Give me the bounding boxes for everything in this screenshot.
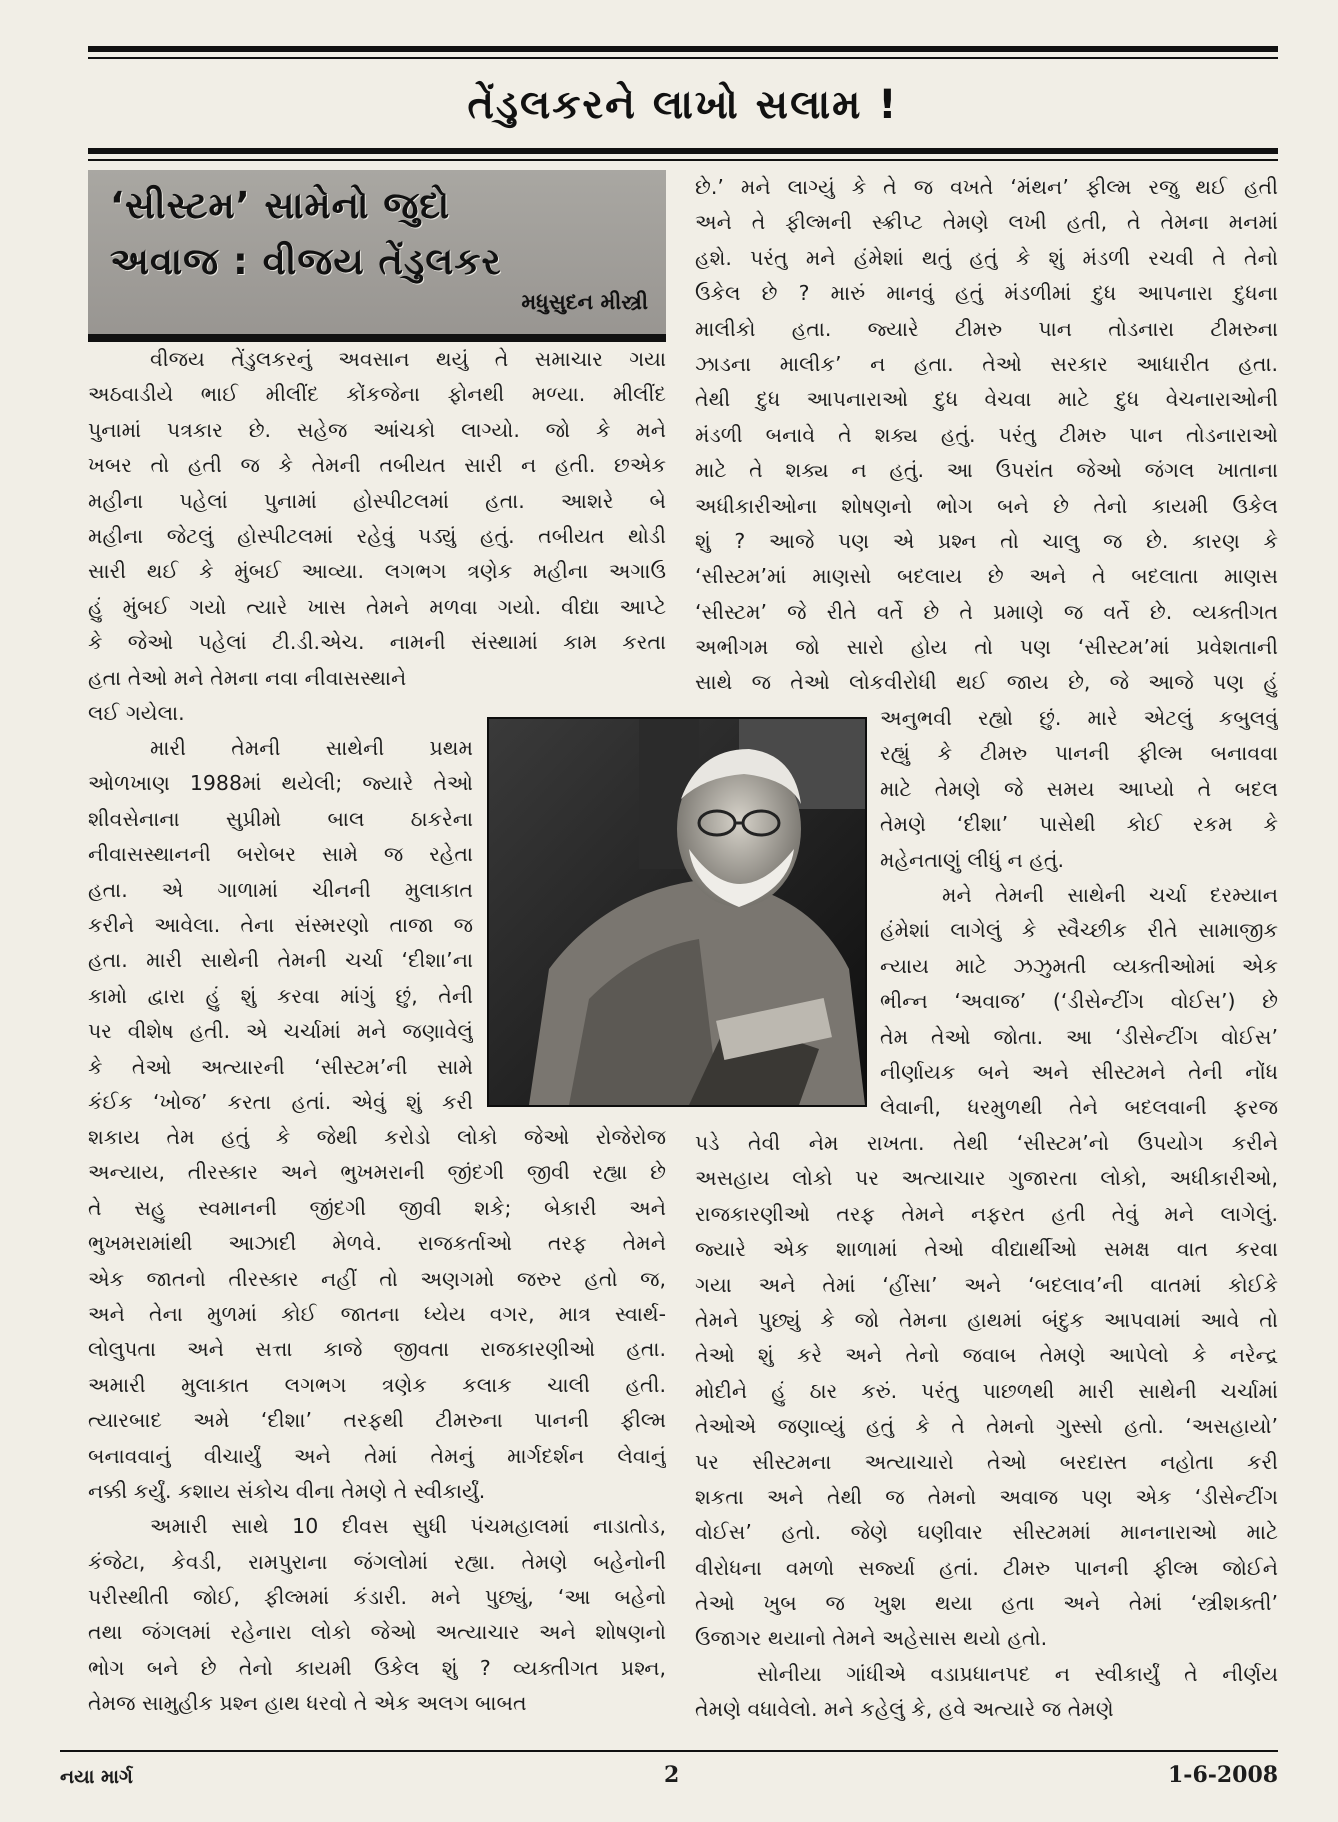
text-line: વીજય તેંડુલકરનું અવસાન થયું તે સમાચાર ગયા — [150, 347, 666, 371]
text-line: ભીન્ન ‘અવાજ’ (‘ડીસેન્ટીંગ વોઈસ’) છે — [880, 989, 1278, 1014]
vijay-tendulkar-photo — [487, 717, 867, 1107]
article-author: મધુસુદન મીસ્ત્રી — [521, 290, 648, 314]
issue-date: 1-6-2008 — [1168, 1762, 1279, 1788]
text-line: નક્કી કર્યું. કશાય સંકોચ વીના તેમણે તે સ્વીકાર્યું. — [88, 1478, 486, 1503]
text-line: ઉજાગર થયાનો તેમને અહેસાસ થયો હતો. — [695, 1626, 1048, 1651]
text-line: પર વીશેષ હતી. એ ચર્ચામાં મને જણાવેલું — [88, 1019, 473, 1044]
text-line: અભીગમ જો સારો હોય તો પણ ‘સીસ્ટમ’માં પ્રવેશતાની — [695, 635, 1278, 660]
text-line: તેમજ સામુહીક પ્રશ્ન હાથ ધરવો તે એક અલગ બાબત — [88, 1691, 527, 1716]
text-line: માટે તે શક્ય ન હતું. આ ઉપરાંત જેઓ જંગલ ખાતાના — [695, 458, 1278, 483]
text-line: મોદીને હું ઠાર કરું. પરંતુ પાછળથી મારી સાથેની ચર્ચામાં — [695, 1378, 1278, 1403]
text-line: ત્યારબાદ અમે ‘દીશા’ તરફથી ટીમરુના પાનની ફીલ્મ — [88, 1408, 666, 1433]
text-line: ભુખમરામાંથી આઝાદી મેળવે. રાજકર્તાઓ તરફ તેમને — [88, 1231, 666, 1256]
right-column-top — [695, 170, 1278, 701]
text-line: હશે. પરંતુ મને હંમેશાં થતું હતું કે શું મંડળી રચવી તે તેનો — [695, 245, 1278, 270]
text-line: તેમણે ‘દીશા’ પાસેથી કોઈ રકમ કે — [880, 812, 1278, 837]
text-line: વીરોધના વમળો સર્જ્યા હતાં. ટીમરુ પાનની ફીલ્મ જોઈને — [695, 1555, 1278, 1580]
text-line: કે જેઓ પહેલાં ટી.ડી.એચ. નામની સંસ્થામાં કામ કરતા — [88, 630, 666, 655]
text-line: લેવાની, ધરમુળથી તેને બદલવાની ફરજ — [880, 1095, 1278, 1120]
left-column-top — [88, 342, 666, 731]
text-line: વોઈસ’ હતો. જેણે ઘણીવાર સીસ્ટમમાં માનનારાઓ માટે — [695, 1520, 1278, 1545]
text-line: હંમેશાં લાગેલું કે સ્વૈચ્છીક રીતે સામાજીક — [880, 918, 1278, 943]
top-rule-thick — [88, 46, 1278, 52]
text-line: ઝાડના માલીક’ ન હતા. તેઓ સરકાર આધારીત હતા. — [695, 351, 1278, 376]
text-line: નીર્ણાયક બને અને સીસ્ટમને તેની નોંધ — [880, 1059, 1278, 1084]
text-line: મારી તેમની સાથેની પ્રથમ — [150, 736, 473, 760]
text-line: કરીને આવેલા. તેના સંસ્મરણો તાજા જ — [88, 912, 473, 937]
headline-rule-thick — [88, 148, 1278, 154]
title-underline-bar — [88, 334, 666, 342]
article-title-box — [88, 170, 666, 340]
text-line: કંજેટા, કેવડી, રામપુરાના જંગલોમાં રહ્યા. તેમણે બહેનોની — [88, 1549, 666, 1574]
text-line: અધીકારીઓના શોષણનો ભોગ બને છે તેનો કાયમી ઉકેલ — [695, 493, 1278, 518]
text-line: કે તેઓ અત્યારની ‘સીસ્ટમ’ની સામે — [88, 1054, 473, 1079]
right-column-narrow — [880, 701, 1278, 1126]
text-line: તેમ તેઓ જોતા. આ ‘ડીસેન્ટીંગ વોઈસ’ — [880, 1024, 1278, 1049]
text-line: એક જાતનો તીરસ્કાર નહીં તો અણગમો જરુર હતો જ, — [88, 1266, 666, 1291]
text-line: નીવાસસ્થાનની બરોબર સામે જ રહેતા — [88, 842, 473, 867]
text-line: અનુભવી રહ્યો છું. મારે એટલું કબુલવું — [880, 706, 1278, 730]
text-line: તેઓ શું કરે અને તેનો જવાબ તેમણે આપેલો કે નરેન્દ્ર — [695, 1343, 1278, 1368]
text-line: અન્યાય, તીરસ્કાર અને ભુખમરાની જીંદગી જીવી રહ્યા છે — [88, 1160, 666, 1185]
text-line: શું ? આજે પણ એ પ્રશ્ન તો ચાલુ જ છે. કારણ કે — [695, 528, 1278, 553]
text-line: શકતા અને તેથી જ તેમનો અવાજ પણ એક ‘ડીસેન્ટીંગ — [695, 1484, 1278, 1509]
text-line: મહેનતાણું લીધું ન હતું. — [880, 847, 1064, 872]
text-line: કામો દ્વારા હું શું કરવા માંગું છું, તેની — [88, 983, 473, 1008]
right-column-bottom — [695, 1126, 1278, 1728]
text-line: માલીકો હતા. જ્યારે ટીમરુ પાન તોડનારા ટીમરુના — [695, 316, 1278, 341]
text-line: અમારી મુલાકાત લગભગ ત્રણેક કલાક ચાલી હતી. — [88, 1372, 666, 1397]
text-line: સોનીયા ગાંધીએ વડાપ્રધાનપદ ન સ્વીકાર્યું તે નીર્ણય — [757, 1661, 1278, 1686]
text-line: તેઓએ જણાવ્યું હતું કે તે તેમનો ગુસ્સો હતો. ‘અસહાયો’ — [695, 1414, 1278, 1439]
text-line: પર સીસ્ટમના અત્યાચારો તેઓ બરદાસ્ત નહોતા કરી — [695, 1449, 1278, 1474]
top-rule-thin — [88, 57, 1278, 59]
text-line: અઠવાડીયે ભાઈ મીલીંદ કોંકજેના ફોનથી મળ્યા. મીલીંદ — [88, 382, 666, 407]
page-number: 2 — [664, 1762, 680, 1788]
text-line: જ્યારે એક શાળામાં તેઓ વીદ્યાર્થીઓ સમક્ષ વાત કરવા — [695, 1237, 1278, 1262]
text-line: તથા જંગલમાં રહેનારા લોકો જેઓ અત્યાચાર અને શોષણનો — [88, 1620, 666, 1645]
text-line: અને તેના મુળમાં કોઈ જાતના ધ્યેય વગર, માત્ર સ્વાર્થ- — [88, 1301, 666, 1326]
text-line: હતા તેઓ મને તેમના નવા નીવાસસ્થાને — [88, 665, 407, 690]
headline-rule-thin — [88, 159, 1278, 161]
footer-rule — [60, 1750, 1278, 1752]
text-line: કંઈક ‘ખોજ’ કરતા હતાં. એવું શું કરી — [88, 1089, 473, 1114]
text-line: ઓળખાણ 1988માં થયેલી; જ્યારે તેઓ — [88, 771, 473, 796]
text-line: મને તેમની સાથેની ચર્ચા દરમ્યાન — [942, 882, 1278, 907]
text-line: મંડળી બનાવે તે શક્ય હતું. પરંતુ ટીમરુ પાન તોડનારાઓ — [695, 422, 1278, 447]
page-headline: તેંડુલકરને લાખો સલામ ! — [467, 82, 899, 128]
text-line: તેમણે વધાવેલો. મને કહેલું કે, હવે અત્યારે જ તેમણે — [695, 1697, 1114, 1722]
text-line: ઉકેલ છે ? મારું માનવું હતું મંડળીમાં દુધ આપનારા દુધના — [695, 281, 1278, 306]
text-line: ‘સીસ્ટમ’ જે રીતે વર્તે છે તે પ્રમાણે જ વર્તે છે. વ્યક્તીગત — [695, 599, 1278, 624]
text-line: બનાવવાનું વીચાર્યું અને તેમાં તેમનું માર્ગદર્શન લેવાનું — [88, 1443, 666, 1468]
text-line: પુનામાં પત્રકાર છે. સહેજ આંચકો લાગ્યો. જો કે મને — [88, 417, 666, 442]
publication-name: નયા માર્ગ — [60, 1766, 133, 1788]
text-line: છે.’ મને લાગ્યું કે તે જ વખતે ‘મંથન’ ફીલ્મ રજુ થઈ હતી — [695, 175, 1278, 199]
portrait-image — [489, 719, 865, 1105]
text-line: તેઓ ખુબ જ ખુશ થયા હતા અને તેમાં ‘સ્ત્રીશક્તી’ — [695, 1591, 1278, 1616]
article-title-line-2: અવાજ : વીજય તેંડુલકર — [110, 240, 502, 283]
text-line: સારી થઈ કે મુંબઈ આવ્યા. લગભગ ત્રણેક મહીના અગાઉ — [88, 559, 666, 584]
text-line: ભોગ બને છે તેનો કાયમી ઉકેલ શું ? વ્યક્તીગત પ્રશ્ન, — [88, 1655, 666, 1680]
text-line: શીવસેનાના સુપ્રીમો બાલ ઠાકરેના — [88, 806, 473, 831]
text-line: પરીસ્થીતી જોઈ, ફીલ્મમાં કંડારી. મને પુછ્યું, ‘આ બહેનો — [88, 1585, 666, 1610]
text-line: મહીના પહેલાં પુનામાં હોસ્પીટલમાં હતા. આશરે બે — [88, 488, 666, 513]
text-line: લોલુપતા અને સત્તા કાજે જીવતા રાજકારણીઓ હતા. — [88, 1337, 666, 1362]
text-line: રાજકારણીઓ તરફ તેમને નફરત હતી તેવું મને લાગેલું. — [695, 1201, 1278, 1226]
text-line: તેમને પુછ્યું કે જો તેમના હાથમાં બંદુક આપવામાં આવે તો — [695, 1307, 1278, 1332]
left-column-bottom — [88, 1120, 666, 1722]
text-line: લઈ ગયેલા. — [88, 700, 185, 725]
text-line: ગયા અને તેમાં ‘હીંસા’ અને ‘બદલાવ’ની વાતમાં કોઈકે — [695, 1272, 1278, 1297]
text-line: તેથી દુધ આપનારાઓ દુધ વેચવા માટે દુધ વેચનારાઓની — [695, 387, 1278, 412]
text-line: હતા. એ ગાળામાં ચીનની મુલાકાત — [88, 877, 473, 902]
text-line: હું મુંબઈ ગયો ત્યારે ખાસ તેમને મળવા ગયો. વીદ્યા આપ્ટે — [88, 594, 666, 619]
text-line: ખબર તો હતી જ કે તેમની તબીયત સારી ન હતી. છએક — [88, 453, 666, 478]
text-line: મહીના જેટલું હોસ્પીટલમાં રહેવું પડ્યું હતું. તબીયત થોડી — [88, 523, 666, 548]
text-line: ન્યાય માટે ઝઝુમતી વ્યક્તીઓમાં એક — [880, 953, 1278, 978]
article-title-line-1: ‘સીસ્ટમ’ સામેનો જુદો — [110, 184, 451, 227]
text-line: અમારી સાથે 10 દીવસ સુધી પંચમહાલમાં નાડાતોડ, — [150, 1514, 666, 1539]
text-line: શકાય તેમ હતું કે જેથી કરોડો લોકો જેઓ રોજેરોજ — [88, 1125, 666, 1149]
text-line: સાથે જ તેઓ લોકવીરોધી થઈ જાય છે, જે આજે પણ હું — [695, 670, 1278, 695]
text-line: હતા. મારી સાથેની તેમની ચર્ચા ‘દીશા’ના — [88, 948, 473, 973]
text-line: ‘સીસ્ટમ’માં માણસો બદલાય છે અને તે બદલાતા માણસ — [695, 564, 1278, 589]
text-line: તે સહુ સ્વમાનની જીંદગી જીવી શકે; બેકારી અને — [88, 1195, 666, 1220]
text-line: માટે તેમણે જે સમય આપ્યો તે બદલ — [880, 776, 1278, 801]
text-line: અસહાય લોકો પર અત્યાચાર ગુજારતા લોકો, અધીકારીઓ, — [695, 1166, 1278, 1191]
left-column-narrow — [88, 731, 473, 1120]
text-line: રહ્યું કે ટીમરુ પાનની ફીલ્મ બનાવવા — [880, 741, 1278, 766]
text-line: પડે તેવી નેમ રાખતા. તેથી ‘સીસ્ટમ’નો ઉપયોગ કરીને — [695, 1131, 1278, 1155]
text-line: અને તે ફીલ્મની સ્ક્રીપ્ટ તેમણે લખી હતી, તે તેમના મનમાં — [695, 210, 1278, 235]
